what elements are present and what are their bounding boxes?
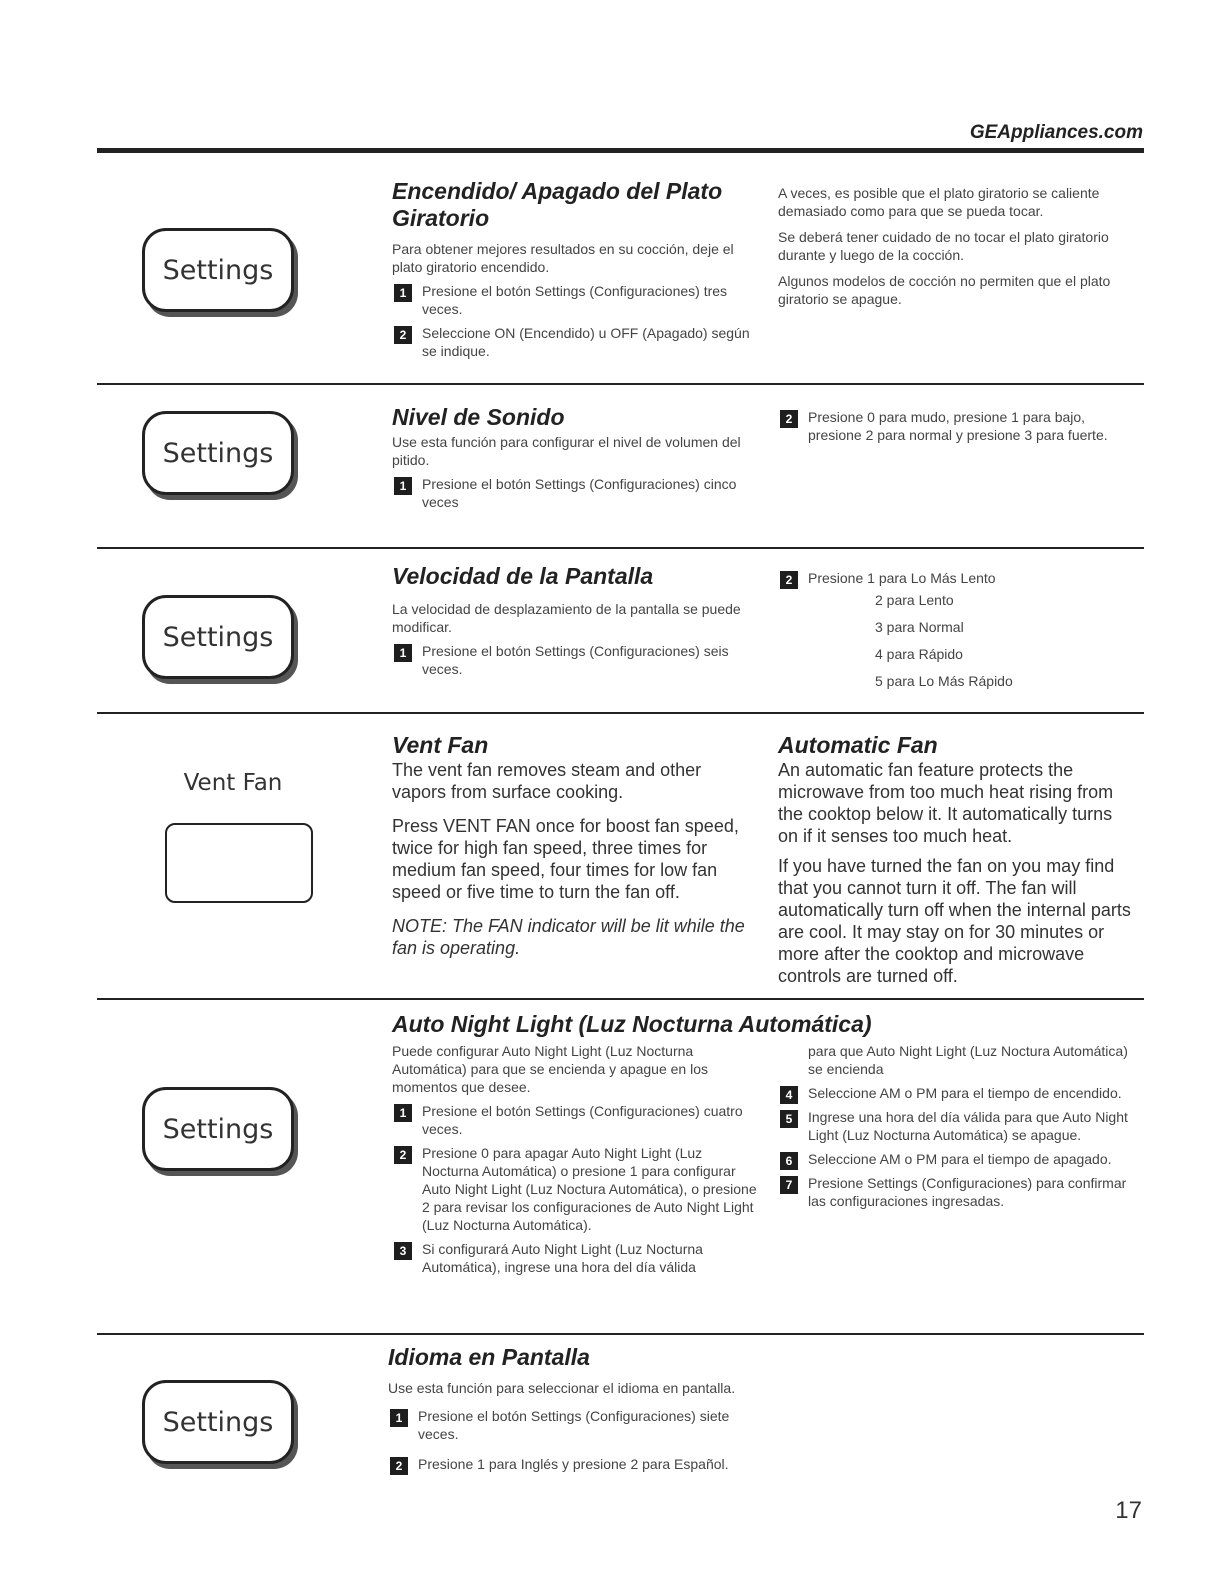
language-section [388,1344,768,1473]
continued-text: para que Auto Night Light (Luz Noctura Automática) se encienda [808,1043,1128,1077]
settings-button[interactable] [142,595,294,679]
step-text: Presione 1 para Lo Más Lento [808,570,996,586]
step-item [778,569,1128,587]
section-intro: La velocidad de desplazamiento de la pantalla se puede modificar. [392,601,741,635]
vent-fan-label: Vent Fan [183,770,283,796]
vent-text: The vent fan removes steam and other vapors from surface cooking. [392,760,702,802]
step-text: Presione el botón Settings (Configuraciones) cinco veces [422,476,737,510]
step-number-badge: 2 [394,326,412,344]
sound-step-2 [778,402,1128,444]
note-text: Se deberá tener cuidado de no tocar el plato giratorio durante y luego de la cocción. [778,229,1109,263]
turntable-notes [778,180,1128,308]
settings-button[interactable] [142,411,294,495]
scroll-speeds [778,563,1128,695]
step-item [392,324,762,360]
site-url: GEAppliances.com [969,122,1143,143]
step-text: Seleccione AM o PM para el tiempo de encendido. [808,1085,1122,1101]
settings-button-label: Settings [162,254,274,286]
settings-button-label: Settings [162,1406,274,1438]
step-text: Presione el botón Settings (Configuraciones) siete veces. [418,1408,730,1442]
step-number-badge: 2 [780,410,798,428]
turntable-section [392,178,762,360]
section-title: Velocidad de la Pantalla [392,563,654,589]
note-text: Algunos modelos de cocción no permiten que el plato giratorio se apague. [778,273,1111,307]
settings-button-label: Settings [162,437,274,469]
section-divider [97,1333,1144,1335]
auto-fan-text: If you have turned the fan on you may find that you cannot turn it off. The fan will automatically turn off when the internal parts are cool. It may stay on for 30 minutes or more after the cooktop and microwave controls are turned off. [778,856,1131,986]
section-title: Idioma en Pantalla [388,1344,590,1370]
step-item [778,1174,1133,1210]
step-text: Presione 1 para Inglés y presione 2 para Español. [418,1456,729,1472]
step-text: Presione el botón Settings (Configuraciones) cuatro veces. [422,1103,743,1137]
night-light-steps-continued [778,1042,1133,1210]
section-title: Nivel de Sonido [392,404,565,430]
vent-note: NOTE: The FAN indicator will be lit while the fan is operating. [392,916,745,958]
step-text: Presione 0 para mudo, presione 1 para bajo, presione 2 para normal y presione 3 para fuerte. [808,409,1108,443]
step-item [388,1407,768,1443]
speed-list [875,587,1128,695]
step-number-badge: 1 [394,1104,412,1122]
section-divider [97,547,1144,549]
step-number-badge: 1 [394,644,412,662]
step-text: Seleccione ON (Encendido) u OFF (Apagado) según se indique. [422,325,750,359]
step-item [778,1084,1133,1102]
vent-fan-section [392,732,752,959]
settings-button-label: Settings [162,1113,274,1145]
sound-section [392,404,752,511]
step-number-badge: 7 [780,1176,798,1194]
step-number-badge: 2 [780,571,798,589]
step-number-badge: 5 [780,1110,798,1128]
section-title: Auto Night Light (Luz Nocturna Automática) [392,1011,872,1037]
scroll-section [392,563,752,678]
step-item [392,642,752,678]
step-item [778,1150,1133,1168]
section-divider [97,383,1144,385]
step-number-badge: 4 [780,1086,798,1104]
section-intro: Para obtener mejores resultados en su cocción, deje el plato giratorio encendido. [392,241,734,275]
page-number: 17 [1115,1497,1142,1524]
step-item [392,1240,762,1276]
settings-button[interactable] [142,228,294,312]
step-number-badge: 1 [390,1409,408,1427]
section-intro: Use esta función para configurar el nivel de volumen del pitido. [392,434,741,468]
step-item [392,282,762,318]
night-light-section [392,1011,872,1276]
automatic-fan-section [778,732,1133,987]
speed-option: 3 para Normal [875,619,964,635]
section-intro: Puede configurar Auto Night Light (Luz Nocturna Automática) para que se encienda y apague en los momentos que desee. [392,1043,708,1095]
section-title: Vent Fan [392,732,489,758]
speed-option: 4 para Rápido [875,646,963,662]
step-number-badge: 2 [390,1457,408,1475]
step-item [392,475,752,511]
step-text: Seleccione AM o PM para el tiempo de apagado. [808,1151,1112,1167]
step-item [392,1144,762,1234]
vent-text: Press VENT FAN once for boost fan speed, twice for high fan speed, three times for medium fan speed, four times for low fan speed or five time to turn the fan off. [392,816,739,902]
step-number-badge: 1 [394,284,412,302]
step-item [392,1102,762,1138]
settings-button[interactable] [142,1380,294,1464]
step-number-badge: 6 [780,1152,798,1170]
settings-button[interactable] [142,1087,294,1171]
settings-button-label: Settings [162,621,274,653]
step-number-badge: 1 [394,477,412,495]
section-title: Encendido/ Apagado del Plato Giratorio [392,178,723,231]
section-title: Automatic Fan [778,732,938,758]
step-text: Presione el botón Settings (Configuraciones) tres veces. [422,283,728,317]
section-divider [97,998,1144,1000]
step-item [778,408,1128,444]
step-text: Presione el botón Settings (Configuraciones) seis veces. [422,643,729,677]
step-text: Si configurará Auto Night Light (Luz Nocturna Automática), ingrese una hora del día válida [422,1241,703,1275]
speed-option: 2 para Lento [875,592,954,608]
section-divider [97,712,1144,714]
step-number-badge: 2 [394,1146,412,1164]
vent-fan-button[interactable] [165,823,313,903]
step-text: Ingrese una hora del día válida para que Auto Night Light (Luz Nocturna Automática) se apague. [808,1109,1128,1143]
step-number-badge: 3 [394,1242,412,1260]
step-text: Presione Settings (Configuraciones) para confirmar las configuraciones ingresadas. [808,1175,1127,1209]
step-item [388,1455,768,1473]
auto-fan-text: An automatic fan feature protects the microwave from too much heat rising from the cooktop below it. It automatically turns on if it senses too much heat. [778,760,1114,846]
speed-option: 5 para Lo Más Rápido [875,673,1013,689]
section-intro: Use esta función para seleccionar el idioma en pantalla. [388,1380,736,1396]
step-text: Presione 0 para apagar Auto Night Light (Luz Nocturna Automática) o presione 1 para configurar Auto Night Light (Luz Noctura Automática), o presione 2 para revisar los configuraciones de Auto Night Light (Luz Nocturna Automática). [422,1145,757,1233]
header-rule [97,148,1144,153]
step-item [778,1108,1133,1144]
note-text: A veces, es posible que el plato giratorio se caliente demasiado como para que se pueda tocar. [778,185,1100,219]
